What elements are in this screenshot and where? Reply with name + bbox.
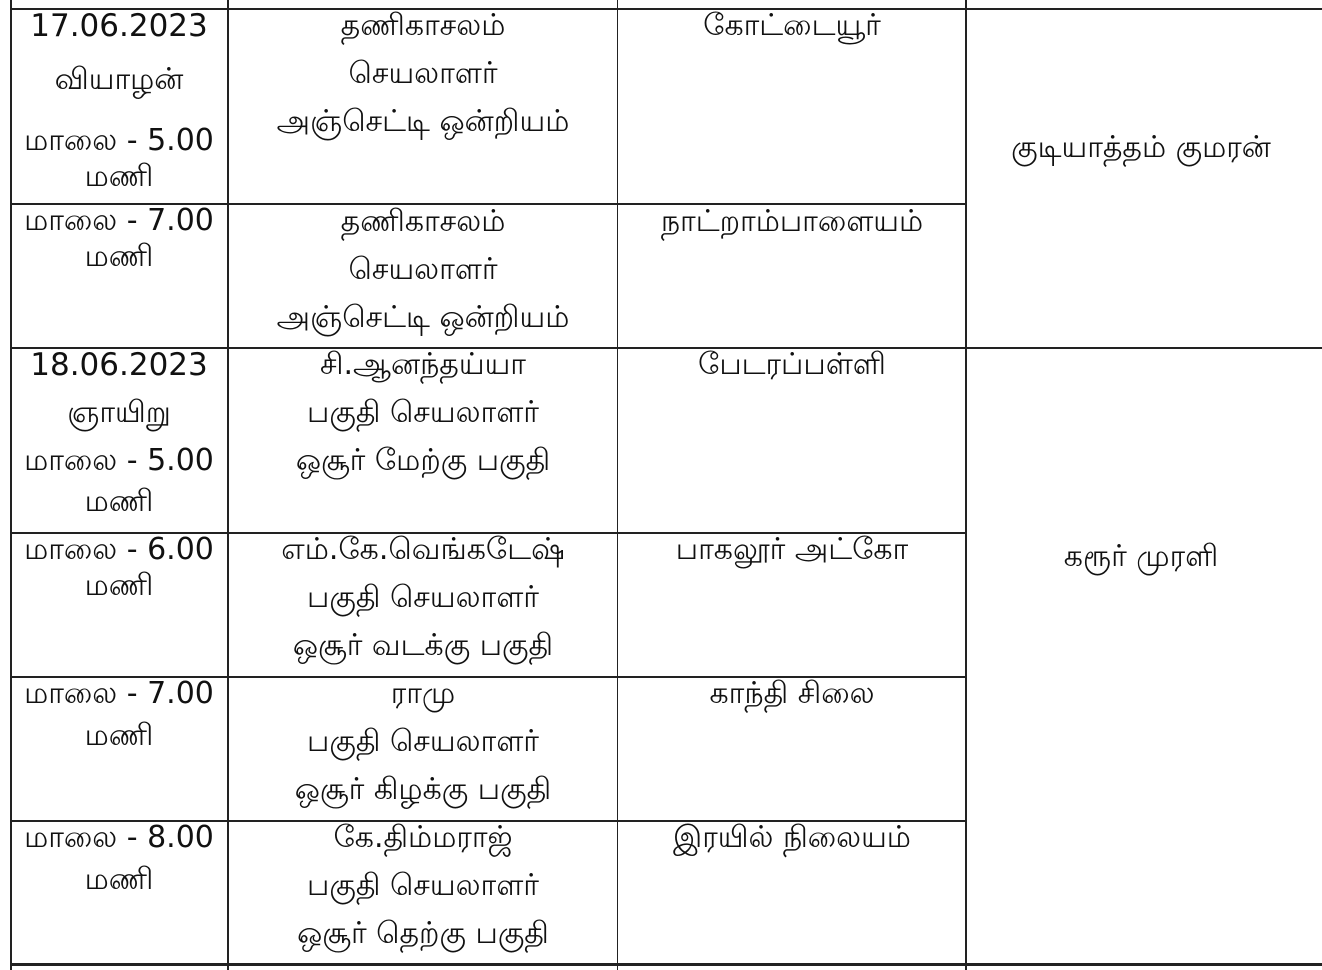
time-text: மாலை - 7.00 xyxy=(24,676,214,711)
row-4-place-cell xyxy=(618,526,966,574)
date-text: 17.06.2023 xyxy=(30,8,208,44)
table-bottom-border xyxy=(10,963,1322,966)
person-role: பகுதி செயலாளர் xyxy=(307,580,539,615)
time-text: மாலை - 6.00 xyxy=(24,532,214,567)
row-3-name-cell xyxy=(228,341,618,485)
speaker-name: கரூர் முரளி xyxy=(1063,539,1219,574)
time-text: மாலை - 7.00 xyxy=(24,203,214,238)
time-unit-text: மணி xyxy=(84,484,154,519)
person-name: சி.ஆனந்தய்யா xyxy=(320,347,526,382)
place-text: காந்தி சிலை xyxy=(709,676,875,711)
place-text: இரயில் நிலையம் xyxy=(673,820,911,855)
day-text: ஞாயிறு xyxy=(67,395,171,430)
row-6-name-cell xyxy=(228,814,618,958)
row-1-date-cell xyxy=(10,2,228,194)
row-2-place-cell xyxy=(618,198,966,246)
row-2-date-cell xyxy=(10,203,228,275)
date-text: 18.06.2023 xyxy=(30,347,208,383)
person-area: ஒசூர் கிழக்கு பகுதி xyxy=(294,772,552,807)
place-text: பேடரப்பள்ளி xyxy=(698,347,886,382)
speaker-cell-2 xyxy=(966,533,1316,581)
person-name: தணிகாசலம் xyxy=(340,204,506,239)
person-role: செயலாளர் xyxy=(348,56,498,91)
place-text: கோட்டையூர் xyxy=(703,8,881,43)
person-role: செயலாளர் xyxy=(348,252,498,287)
person-area: அஞ்செட்டி ஒன்றியம் xyxy=(276,104,570,139)
person-area: ஒசூர் வடக்கு பகுதி xyxy=(292,628,554,663)
row-6-place-cell xyxy=(618,814,966,862)
place-text: நாட்றாம்பாளையம் xyxy=(660,204,924,239)
speaker-name: குடியாத்தம் குமரன் xyxy=(1011,130,1271,165)
person-name: கே.திம்மராஜ் xyxy=(333,820,513,855)
speaker-cell-1 xyxy=(966,124,1316,172)
person-role: பகுதி செயலாளர் xyxy=(307,868,539,903)
time-unit-text: மணி xyxy=(84,568,154,603)
day-text: வியாழன் xyxy=(54,62,184,97)
place-text: பாகலூர் அட்கோ xyxy=(675,532,909,567)
person-name: எம்.கே.வெங்கடேஷ் xyxy=(281,532,565,567)
time-text: மாலை - 8.00 xyxy=(24,820,214,855)
person-area: ஒசூர் மேற்கு பகுதி xyxy=(295,443,551,478)
row-5-date-cell xyxy=(10,670,228,754)
person-name: ராமு xyxy=(390,676,456,711)
row-3-place-cell xyxy=(618,341,966,389)
row-5-place-cell xyxy=(618,670,966,718)
row-4-name-cell xyxy=(228,526,618,670)
time-unit-text: மணி xyxy=(84,718,154,753)
person-area: ஒசூர் தெற்கு பகுதி xyxy=(297,916,549,951)
person-role: பகுதி செயலாளர் xyxy=(307,395,539,430)
row-1-place-cell xyxy=(618,2,966,50)
person-name: தணிகாசலம் xyxy=(340,8,506,43)
row-6-date-cell xyxy=(10,814,228,898)
time-text: மாலை - 5.00 xyxy=(24,443,214,478)
time-text: மாலை - 5.00 xyxy=(24,123,214,158)
row-3-date-cell xyxy=(10,341,228,519)
time-unit-text: மணி xyxy=(84,862,154,897)
row-2-name-cell xyxy=(228,198,618,342)
row-4-date-cell xyxy=(10,532,228,604)
time-unit-text: மணி xyxy=(84,239,154,274)
row-1-name-cell xyxy=(228,2,618,146)
row-5-name-cell xyxy=(228,670,618,814)
person-role: பகுதி செயலாளர் xyxy=(307,724,539,759)
person-area: அஞ்செட்டி ஒன்றியம் xyxy=(276,300,570,335)
time-unit-text: மணி xyxy=(84,159,154,194)
